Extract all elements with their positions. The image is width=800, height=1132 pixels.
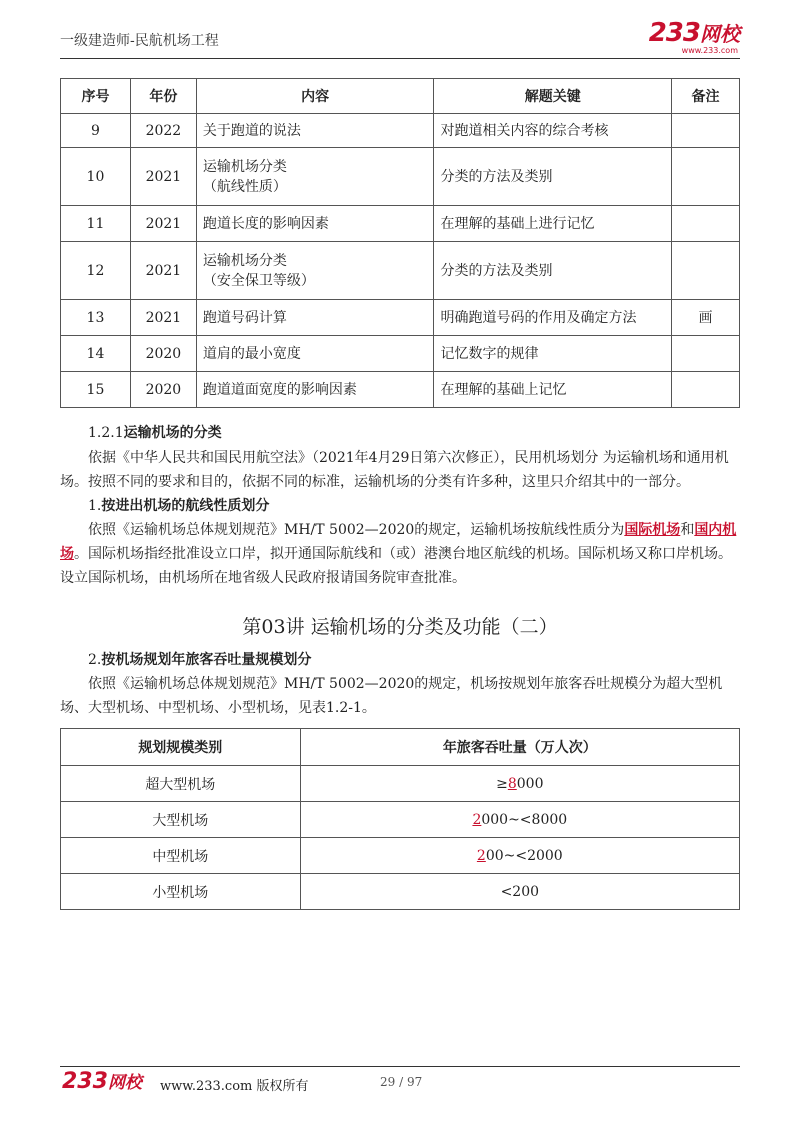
table-header-row (61, 729, 740, 766)
subheading-text: 机场的航线性质划分 (143, 498, 270, 514)
text-segment: 。国际机场指经批准设立口岸，拟开通国际航线和（或）港澳台地区航线的机场。国际机场又称口岸机场。设立国际机场，由机场所在地省级人民政府报请国务院审查批准。 (60, 546, 732, 586)
cell-content: 跑道长度的影响因素 (196, 206, 434, 242)
cell-key: 分类的方法及类别 (434, 242, 672, 300)
airport-scale-table (60, 728, 740, 910)
subheading-text: 规划年旅客吞吐量规模划分 (143, 652, 312, 668)
col-header-note: 备注 (672, 79, 740, 114)
exam-history-table (60, 78, 740, 408)
cell-note (672, 336, 740, 372)
value-suffix: 000~<8000 (481, 811, 568, 828)
body-text-2 (60, 648, 740, 720)
col-header-category: 规划规模类别 (61, 729, 301, 766)
footer-copyright: www.233.com 版权所有 (160, 1079, 309, 1094)
value-highlight: 8 (507, 775, 517, 792)
table-row (61, 766, 740, 802)
cell-content: 跑道号码计算 (196, 300, 434, 336)
cell-note (672, 148, 740, 206)
cell-note (672, 206, 740, 242)
cell-year: 2021 (130, 300, 196, 336)
paragraph-classification-intro: 依据《中华人民共和国民用航空法》（2021年4月29日第六次修正），民用机场划分 为运输机场和通用机场。按照不同的要求和目的，依据不同的标准，运输机场的分类有许多种，这里只介绍其中的一部分。 (60, 450, 729, 490)
value-highlight: 2 (476, 847, 486, 864)
section-heading (88, 422, 222, 442)
brand-logo-number: 233 (648, 18, 700, 48)
value-prefix: ≥ (496, 775, 508, 792)
cell-throughput (300, 802, 739, 838)
subheading-number: 2. (88, 652, 102, 668)
cell-note (672, 242, 740, 300)
cell-key: 记忆数字的规律 (434, 336, 672, 372)
cell-content: 跑道道面宽度的影响因素 (196, 372, 434, 408)
cell-note (672, 114, 740, 148)
subheading-passenger-scale (60, 648, 740, 672)
lecture-title: 第03讲 运输机场的分类及功能（二） (242, 616, 558, 638)
col-header-no: 序号 (61, 79, 131, 114)
subheading-prefix: 按进出 (101, 498, 144, 514)
section-number: 1.2.1 (88, 425, 124, 441)
table-row (61, 372, 740, 408)
cell-throughput (300, 838, 739, 874)
cell-no: 10 (61, 148, 131, 206)
cell-note (672, 372, 740, 408)
table-row (61, 114, 740, 148)
highlight-international-airport: 国际机场 (624, 522, 681, 538)
subheading-route-nature (60, 494, 740, 518)
cell-no: 14 (61, 336, 131, 372)
brand-logo-url: www.233.com (681, 46, 738, 55)
cell-category: 小型机场 (61, 874, 301, 910)
cell-key: 在理解的基础上进行记忆 (434, 206, 672, 242)
col-header-year: 年份 (130, 79, 196, 114)
cell-no: 11 (61, 206, 131, 242)
text-segment: 和 (680, 522, 695, 538)
footer-divider (60, 1066, 740, 1067)
table-row (61, 838, 740, 874)
table-row (61, 148, 740, 206)
subheading-number: 1. (88, 498, 102, 514)
cell-year: 2020 (130, 336, 196, 372)
col-header-content: 内容 (196, 79, 434, 114)
table-header-row (61, 79, 740, 114)
cell-content-line1: 运输机场分类 (202, 252, 287, 269)
cell-year: 2020 (130, 372, 196, 408)
cell-note: 画 (672, 300, 740, 336)
header-title: 一级建造师-民航机场工程 (60, 33, 219, 49)
cell-no: 13 (61, 300, 131, 336)
cell-category: 大型机场 (61, 802, 301, 838)
value-suffix: 000 (516, 775, 544, 792)
cell-year: 2021 (130, 206, 196, 242)
cell-key: 在理解的基础上记忆 (434, 372, 672, 408)
value-highlight: 2 (472, 811, 482, 828)
paragraph-passenger-scale: 依照《运输机场总体规划规范》MH/T 5002—2020的规定，机场按规划年旅客吞吐规模分为超大型机场、大型机场、中型机场、小型机场，见表1.2-1。 (60, 676, 723, 716)
cell-content-line1: 运输机场分类 (202, 158, 287, 175)
header-divider (60, 58, 740, 59)
value-suffix: 00~<2000 (485, 847, 563, 864)
cell-category: 中型机场 (61, 838, 301, 874)
table-row (61, 206, 740, 242)
section-title: 运输机场的分类 (123, 425, 222, 441)
cell-key: 分类的方法及类别 (434, 148, 672, 206)
footer-logo (62, 1068, 142, 1094)
cell-key: 明确跑道号码的作用及确定方法 (434, 300, 672, 336)
cell-throughput (300, 874, 739, 910)
table-row (61, 336, 740, 372)
page-header (60, 0, 740, 58)
cell-year: 2021 (130, 242, 196, 300)
table-row (61, 802, 740, 838)
subheading-prefix: 按机场 (101, 652, 144, 668)
paragraph-route-nature (60, 518, 740, 590)
cell-no: 9 (61, 114, 131, 148)
cell-content: 关于跑道的说法 (196, 114, 434, 148)
cell-year: 2021 (130, 148, 196, 206)
brand-logo-text: 网校 (700, 22, 740, 46)
cell-content-line2: （航线性质） (202, 178, 287, 195)
cell-category: 超大型机场 (61, 766, 301, 802)
cell-content (196, 148, 434, 206)
page-number: 29 / 97 (380, 1075, 423, 1089)
table-row (61, 242, 740, 300)
text-segment: 依照《运输机场总体规划规范》MH/T 5002—2020的规定，运输机场按航线性质分为 (88, 522, 625, 538)
table-row (61, 300, 740, 336)
cell-year: 2022 (130, 114, 196, 148)
cell-throughput (300, 766, 739, 802)
col-header-key: 解题关键 (434, 79, 672, 114)
cell-no: 15 (61, 372, 131, 408)
footer-logo-number: 233 (62, 1069, 108, 1094)
brand-logo (649, 18, 740, 48)
table-row (61, 874, 740, 910)
footer-logo-text: 网校 (107, 1073, 142, 1093)
cell-content-line2: （安全保卫等级） (202, 272, 315, 289)
cell-content (196, 242, 434, 300)
cell-no: 12 (61, 242, 131, 300)
cell-key: 对跑道相关内容的综合考核 (434, 114, 672, 148)
value-prefix: <200 (500, 883, 540, 900)
body-text-1 (60, 446, 740, 590)
cell-content: 道肩的最小宽度 (196, 336, 434, 372)
highlight-domestic-airport: 国内机场 (60, 522, 737, 562)
col-header-throughput: 年旅客吞吐量（万人次） (300, 729, 739, 766)
